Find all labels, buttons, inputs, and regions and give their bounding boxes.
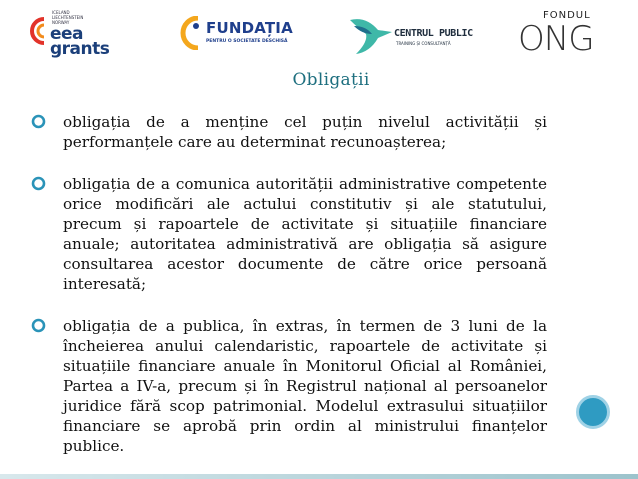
fondul-ong-logo bbox=[518, 10, 618, 58]
slide-nav-circle-button[interactable] bbox=[576, 395, 610, 429]
bullet-text: obligația de a comunica autorității administrative competente orice modificări ale actului constitutiv și ale statutului, precum și rapoartele de activitate și situațiile financiare anuale; autoritatea administrativă are obligația să asigure consultarea acestor documente de către orice persoană interesată; bbox=[63, 175, 547, 293]
bullet-text: obligația de a menține cel puțin nivelul activității și performanțele care au determinat recunoașterea; bbox=[63, 113, 547, 151]
fundatia-subtitle: PENTRU O SOCIETATE DESCHISĂ bbox=[206, 39, 288, 44]
ring-bullet-icon bbox=[31, 176, 46, 191]
ring-bullet-icon bbox=[31, 318, 46, 333]
bullet-item bbox=[31, 174, 547, 294]
bullet-item bbox=[31, 112, 547, 152]
eea-word: eea bbox=[50, 24, 84, 44]
page-title: Obligații bbox=[292, 70, 370, 90]
fundatia-mark-icon bbox=[180, 16, 206, 50]
centrul-public-logo bbox=[348, 12, 488, 56]
logo-strip bbox=[0, 0, 638, 68]
centrul-public-title: CENTRUL PUBLIC bbox=[394, 28, 473, 39]
bullet-text: obligația de a publica, în extras, în termen de 3 luni de la încheierea anului calendaristic, rapoartele de activitate și situațiile financiare anuale în Monitorul Oficial al României, Partea a IV-a, precum și în Registrul național al persoanelor juridice fără scop patrimonial. Modelul extrasului situațiilor financiare se aprobă prin ordin al ministrului finanțelor publice. bbox=[63, 317, 547, 455]
ong-text: ONG bbox=[518, 19, 594, 59]
bullet-item bbox=[31, 316, 547, 456]
footer-bar bbox=[0, 474, 638, 479]
fundatia-logo bbox=[180, 14, 320, 56]
eea-grants-logo bbox=[30, 10, 130, 60]
fundatia-title: FUNDAȚIA bbox=[206, 19, 293, 37]
centrul-public-subtitle: TRAINING ȘI CONSULTANȚĂ bbox=[396, 41, 451, 46]
eea-logo-mark-icon bbox=[30, 16, 52, 46]
grants-word: grants bbox=[50, 39, 110, 59]
fondul-text: FONDUL bbox=[543, 10, 591, 21]
bird-icon bbox=[348, 12, 394, 56]
bullet-list bbox=[31, 112, 547, 456]
eea-small-text: ICELAND LIECHTENSTEIN NORWAY bbox=[52, 10, 84, 25]
ring-bullet-icon bbox=[31, 114, 46, 129]
